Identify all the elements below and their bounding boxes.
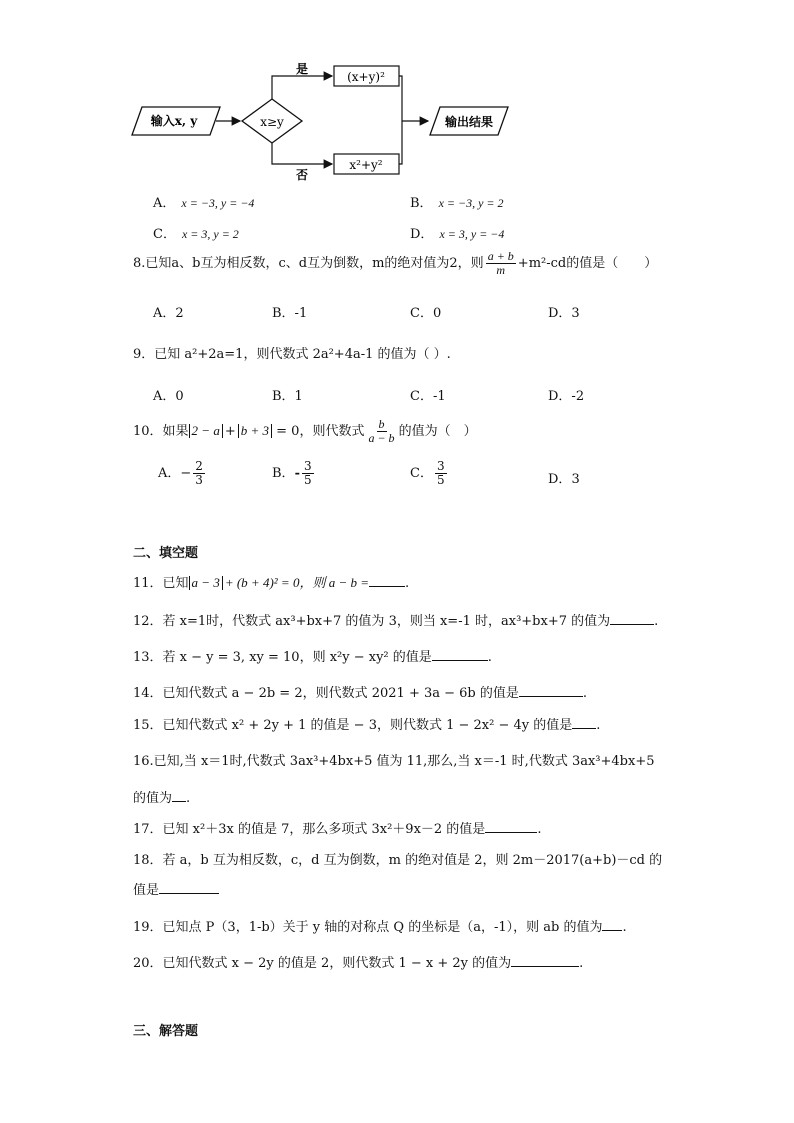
q10-fraction [366, 418, 396, 445]
q20-text: 20．已知代数式 x − 2y 的值是 2，则代数式 1 − x + 2y 的值为 [133, 956, 512, 971]
q10-option-b [272, 460, 316, 487]
q7-option-b [410, 192, 504, 211]
option-letter: D． [410, 227, 434, 242]
q20 [133, 952, 583, 971]
answer-blank[interactable] [485, 820, 537, 833]
q19 [133, 916, 627, 935]
flowchart [130, 55, 530, 185]
fraction-denominator: 5 [303, 473, 312, 488]
option-text: x = 3, y = −4 [439, 227, 505, 241]
q8-stem [133, 250, 657, 277]
q7-option-a [153, 192, 254, 211]
abs-value: a − 3 [189, 576, 223, 590]
q10-prefix: 10．如果 [133, 424, 189, 440]
fraction-denominator: 5 [436, 473, 445, 488]
q17 [133, 818, 541, 837]
section-heading-answers: 三、解答题 [133, 1024, 199, 1039]
q7-option-c [153, 223, 239, 242]
q16-line1: 16.已知,当 x＝1时,代数式 3ax³+4bx+5 值为 11,那么,当 x＝-1 时,代数式 3ax³+4bx+5 [133, 754, 655, 769]
abs-value-1: 2 − a [189, 424, 223, 438]
q8-suffix: +m²-cd的值是（ ） [517, 256, 658, 272]
q18-line2 [133, 879, 219, 898]
q19-post: . [622, 920, 627, 935]
q8-option-c: C．0 [410, 306, 442, 321]
answer-blank[interactable] [572, 716, 596, 729]
q15 [133, 714, 600, 733]
q14 [133, 682, 587, 701]
q9-option-d: D．-2 [548, 389, 585, 404]
q20-post: . [579, 956, 584, 971]
output-label: 输出结果 [444, 115, 494, 129]
fraction-denominator: a − b [368, 431, 395, 446]
q17-post: . [537, 822, 542, 837]
yes-box-label: (x+y)² [347, 70, 385, 84]
fraction-numerator: a + b [487, 249, 514, 263]
q8-option-a: A．2 [153, 306, 184, 321]
q16-post: . [186, 791, 191, 806]
q10-equation: = 0，则代数式 [276, 424, 365, 440]
fraction-numerator: b [378, 417, 385, 431]
abs-value-2: b + 3 [238, 424, 272, 438]
q8-prefix: 8.已知a、b互为相反数，c、d互为倒数，m的绝对值为2，则 [133, 256, 484, 272]
section-heading-fill-in: 二、填空题 [133, 546, 199, 561]
option-text: x = −3, y = −4 [181, 196, 255, 210]
fraction-numerator: 3 [436, 459, 445, 473]
q10-option-c [410, 460, 449, 487]
q12-post: . [654, 614, 659, 629]
option-letter: B． [410, 196, 433, 211]
q17-text: 17．已知 x²＋3x 的值是 7，那么多项式 3x²＋9x－2 的值是 [133, 822, 486, 837]
q18-line1: 18．若 a，b 互为相反数，c，d 互为倒数，m 的绝对值是 2，则 2m－2017(a+b)－cd 的 [133, 853, 663, 868]
option-sign: - [294, 466, 300, 482]
answer-blank[interactable] [432, 648, 488, 661]
q10-option-a [158, 460, 207, 487]
q9-option-c: C．-1 [410, 389, 446, 404]
q11-prefix: 11．已知 [133, 576, 189, 591]
no-box-label: x²+y² [349, 158, 383, 172]
q19-text: 19．已知点 P（3，1-b）关于 y 轴的对称点 Q 的坐标是（a，-1），则 ab 的值为 [133, 920, 603, 935]
q9-option-a: A．0 [153, 389, 184, 404]
option-fraction [435, 460, 447, 487]
q10-stem [133, 418, 477, 445]
q14-post: . [582, 686, 588, 701]
q10-suffix: 的值为（ ） [398, 424, 477, 440]
q12 [133, 610, 658, 629]
option-letter: A． [158, 466, 181, 482]
fraction-denominator: 3 [195, 473, 203, 488]
input-label: 输入x, y [150, 114, 198, 128]
q13 [133, 646, 492, 665]
q15-post: . [596, 718, 601, 733]
fraction-numerator: 3 [303, 459, 312, 473]
answer-blank[interactable] [610, 612, 654, 625]
q15-text: 15．已知代数式 x² + 2y + 1 的值是 − 3，则代数式 1 − 2x² − 4y 的值是 [133, 718, 573, 733]
answer-blank[interactable] [369, 574, 405, 587]
q13-text: 13．若 x − y = 3, xy = 10，则 x²y − xy² 的值是 [133, 650, 432, 665]
q9-option-b: B．1 [272, 389, 303, 404]
option-text: x = 3, y = 2 [181, 227, 239, 241]
option-text: 3 [571, 472, 580, 487]
q7-option-d [410, 223, 504, 242]
q10-option-d [548, 468, 580, 487]
option-letter: C． [153, 227, 176, 242]
answer-blank[interactable] [511, 954, 579, 967]
option-text: x = −3, y = 2 [438, 196, 504, 210]
condition-label: x≥y [260, 115, 284, 129]
q11-post: . [405, 576, 410, 591]
yes-label: 是 [295, 62, 309, 76]
plus-sign: + [224, 424, 236, 440]
option-sign: − [180, 466, 192, 482]
q8-option-b: B．-1 [272, 306, 308, 321]
option-letter: A． [153, 196, 176, 211]
q8-option-d: D．3 [548, 306, 580, 321]
q16-text: 的值为 [133, 791, 173, 806]
option-fraction [302, 460, 314, 487]
answer-blank[interactable] [519, 684, 583, 697]
q13-post: . [487, 650, 492, 665]
q8-fraction [486, 250, 516, 277]
fraction-numerator: 2 [195, 459, 203, 473]
q14-text: 14．已知代数式 a − 2b = 2，则代数式 2021 + 3a − 6b 的值是 [133, 686, 519, 701]
q11-equation: + (b + 4)² = 0，则 a − b = [224, 575, 369, 590]
q16-line2 [133, 787, 190, 806]
answer-blank[interactable] [172, 789, 186, 802]
option-letter: C． [410, 466, 433, 482]
q18-text: 值是 [133, 883, 160, 898]
no-label: 否 [295, 168, 309, 182]
answer-blank[interactable] [159, 881, 219, 894]
q11 [133, 572, 409, 591]
fraction-denominator: m [496, 263, 506, 278]
q12-text: 12．若 x=1时，代数式 ax³+bx+7 的值为 3，则当 x=-1 时，ax³+bx+7 的值为 [133, 614, 611, 629]
option-letter: B． [272, 466, 295, 482]
q9-stem: 9．已知 a²+2a=1，则代数式 2a²+4a-1 的值为（ ）. [133, 347, 451, 362]
option-letter: D． [548, 472, 572, 487]
option-fraction [193, 460, 205, 487]
answer-blank[interactable] [602, 918, 622, 931]
